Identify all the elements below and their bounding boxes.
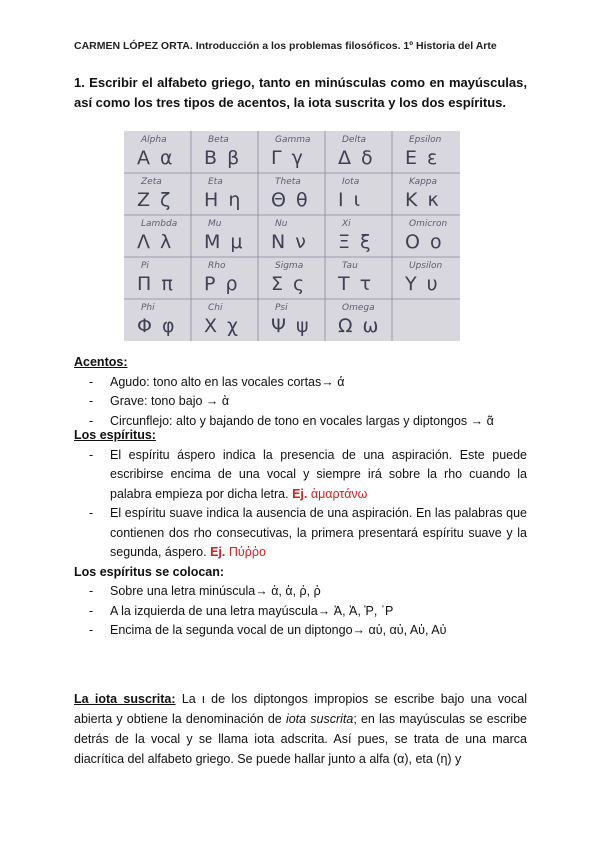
list-item: - Agudo: tono alto en las vocales cortas→ ά bbox=[74, 373, 527, 393]
letter-name-beta: Beta bbox=[208, 135, 229, 145]
letter-name-upsilon: Upsilon bbox=[409, 261, 443, 271]
letter-glyphs-beta: Β β bbox=[204, 147, 242, 169]
letter-name-pi: Pi bbox=[141, 261, 149, 271]
letter-glyphs-chi: Χ χ bbox=[204, 315, 241, 337]
acentos-list bbox=[74, 373, 527, 432]
letter-name-sigma: Sigma bbox=[275, 261, 304, 271]
letter-name-lambda: Lambda bbox=[141, 219, 178, 229]
letter-glyphs-nu: Ν ν bbox=[271, 231, 308, 253]
letter-glyphs-zeta: Ζ ζ bbox=[137, 189, 173, 211]
espiritus-section bbox=[74, 426, 527, 641]
iota-title: La iota suscrita: bbox=[74, 692, 176, 706]
letter-name-rho: Rho bbox=[208, 261, 226, 271]
page-header: CARMEN LÓPEZ ORTA. Introducción a los problemas filosóficos. 1º Historia del Arte bbox=[74, 40, 497, 52]
colocan-list bbox=[74, 582, 527, 641]
letter-name-epsilon: Epsilon bbox=[409, 135, 442, 145]
espiritu-suave-text: El espíritu suave indica la ausencia de una aspiración. En las palabras que contienen dos rho consecutivas, la primera presentará espíritu suave y la segunda, áspero. bbox=[110, 506, 527, 559]
letter-name-alpha: Alpha bbox=[141, 135, 167, 145]
letter-glyphs-delta: Δ δ bbox=[338, 147, 375, 169]
letter-glyphs-alpha: Α α bbox=[137, 147, 175, 169]
letter-glyphs-eta: Η η bbox=[204, 189, 243, 211]
letter-glyphs-xi: Ξ ξ bbox=[338, 231, 373, 253]
letter-name-chi: Chi bbox=[208, 303, 223, 313]
letter-name-gamma: Gamma bbox=[275, 135, 311, 145]
list-item: - Sobre una letra minúscula→ ἀ, ἁ, ῤ, ῥ bbox=[74, 582, 527, 602]
letter-glyphs-iota: Ι ι bbox=[338, 189, 363, 211]
alphabet-grid bbox=[124, 131, 460, 341]
letter-glyphs-psi: Ψ ψ bbox=[271, 315, 311, 337]
espiritus-title: Los espíritus: bbox=[74, 428, 156, 442]
example-label: Ej. bbox=[210, 545, 226, 559]
letter-glyphs-epsilon: Ε ε bbox=[405, 147, 440, 169]
letter-glyphs-omega: Ω ω bbox=[338, 315, 381, 337]
colocan-title: Los espíritus se colocan: bbox=[74, 564, 225, 579]
letter-glyphs-phi: Φ φ bbox=[137, 315, 177, 337]
letter-glyphs-gamma: Γ γ bbox=[271, 147, 305, 169]
letter-glyphs-tau: Τ τ bbox=[338, 273, 374, 295]
list-item: - Grave: tono bajo → ὰ bbox=[74, 392, 527, 412]
letter-name-eta: Eta bbox=[208, 177, 223, 187]
letter-name-xi: Xi bbox=[342, 219, 351, 229]
espiritu-aspero-text: El espíritu áspero indica la presencia de una aspiración. Este puede escribirse encima de una vocal y siempre irá sobre la rho cuando la palabra empieza por dicha letra. bbox=[110, 447, 527, 501]
letter-name-kappa: Kappa bbox=[409, 177, 438, 187]
example-word: ἁμαρτάνω bbox=[310, 486, 368, 501]
list-item: - Circunflejo: alto y bajando de tono en vocales largas y diptongos → ᾶ bbox=[74, 412, 527, 432]
iota-text-1: La ι de los diptongos impropios se escribe bajo una vocal abierta y obtiene la denominación de bbox=[74, 692, 527, 726]
letter-glyphs-mu: Μ μ bbox=[204, 231, 245, 253]
handwritten-alphabet-image bbox=[124, 131, 460, 341]
list-item bbox=[74, 504, 527, 563]
letter-name-omega: Omega bbox=[342, 303, 375, 313]
list-item: - A la izquierda de una letra mayúscula→ Ἀ, Ἁ, Ῥ, ᾿Ρ bbox=[74, 602, 527, 622]
letter-glyphs-omicron: Ο ο bbox=[405, 231, 444, 253]
letter-name-psi: Psi bbox=[275, 303, 288, 313]
letter-glyphs-kappa: Κ κ bbox=[405, 189, 441, 211]
letter-glyphs-upsilon: Υ υ bbox=[405, 273, 440, 295]
espiritus-list bbox=[74, 446, 527, 563]
letter-glyphs-lambda: Λ λ bbox=[137, 231, 174, 253]
iota-text-2: ; en las mayúsculas se escribe detrás de la vocal y se llama iota adscrita. Así pues, se trata de una marca diacrítica del alfabeto griego. Se puede hallar junto a alfa (α), eta (η) y bbox=[74, 712, 527, 766]
example-word: Πύῤῥο bbox=[228, 545, 266, 559]
letter-name-phi: Phi bbox=[141, 303, 155, 313]
acentos-title: Acentos: bbox=[74, 355, 128, 369]
letter-glyphs-rho: Ρ ρ bbox=[204, 273, 240, 295]
letter-name-delta: Delta bbox=[342, 135, 367, 145]
iota-italic: iota suscrita bbox=[285, 712, 354, 726]
list-item: - Encima de la segunda vocal de un diptongo→ αὑ, αὐ, Αὑ, Αὐ bbox=[74, 621, 527, 641]
letter-glyphs-sigma: Σ ς bbox=[271, 273, 307, 295]
letter-name-theta: Theta bbox=[275, 177, 301, 187]
letter-name-omicron: Omicron bbox=[409, 219, 448, 229]
letter-name-mu: Mu bbox=[208, 219, 222, 229]
letter-name-nu: Nu bbox=[275, 219, 288, 229]
iota-suscrita-paragraph bbox=[74, 689, 527, 769]
acentos-section bbox=[74, 353, 527, 431]
letter-name-iota: Iota bbox=[342, 177, 360, 187]
example-label: Ej. bbox=[292, 486, 308, 501]
question-text: 1. Escribir el alfabeto griego, tanto en minúsculas como en mayúsculas, así como los tres tipos de acentos, la iota suscrita y los dos espíritus. bbox=[74, 75, 527, 110]
letter-glyphs-theta: Θ θ bbox=[271, 189, 310, 211]
letter-glyphs-pi: Π π bbox=[137, 273, 175, 295]
letter-name-tau: Tau bbox=[342, 261, 358, 271]
list-item bbox=[74, 446, 527, 505]
letter-name-zeta: Zeta bbox=[141, 177, 162, 187]
